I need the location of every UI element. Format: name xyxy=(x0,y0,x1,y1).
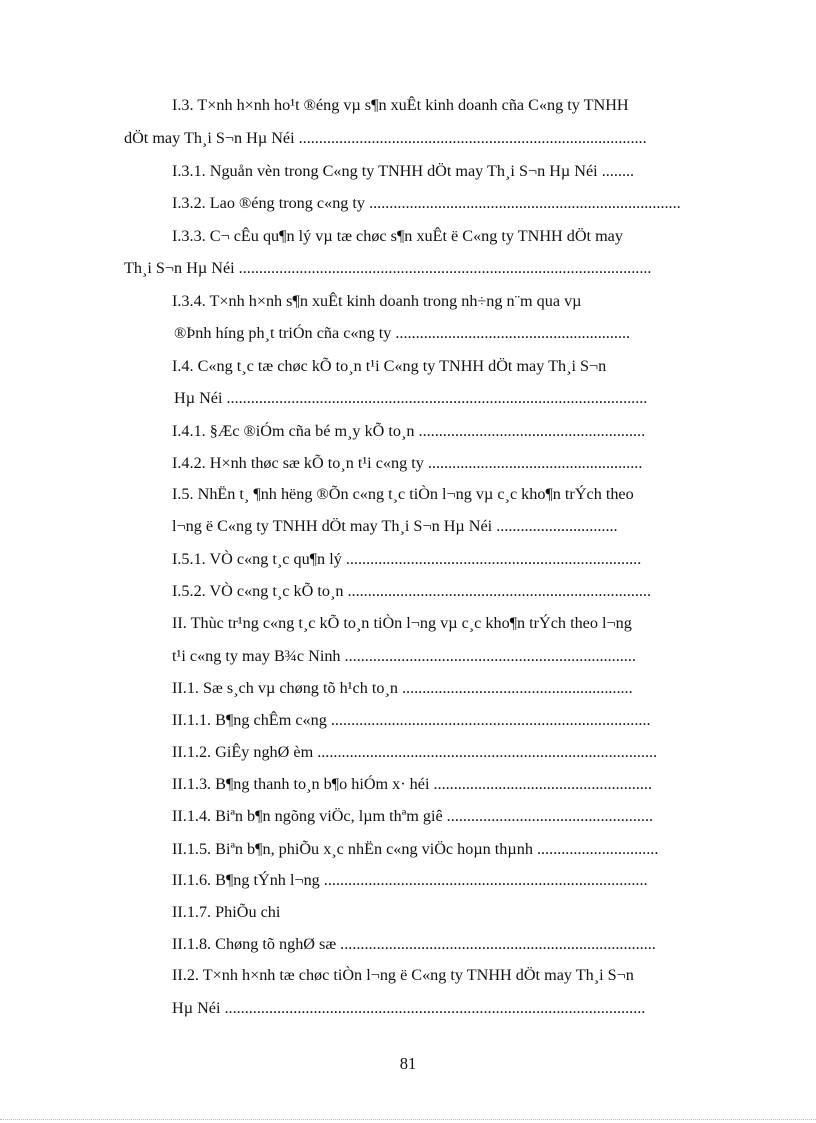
toc-line: II.1.1. B¶ng chÊm c«ng ............................................................................... xyxy=(172,711,651,729)
toc-line: II.1.6. B¶ng tÝnh l¬ng ................................................................................ xyxy=(172,871,648,889)
toc-line: t¹i c«ng ty may B¾c Ninh ........................................................................ xyxy=(172,647,636,665)
toc-line: I.5. NhËn t¸ ¶nh hëng ®Õn c«ng t¸c tiÒn l¬ng vµ c¸c kho¶n trÝch theo xyxy=(172,485,634,503)
toc-line: II.1.3. B¶ng thanh to¸n b¶o hiÓm x· héi ...................................................... xyxy=(172,775,653,793)
toc-line: II.1. Sæ s¸ch vµ chøng tõ h¹ch to¸n ......................................................... xyxy=(172,679,633,697)
page-bottom-divider xyxy=(0,1119,816,1120)
toc-line: I.4.1. §Æc ®iÓm cña bé m¸y kÕ to¸n ........................................................ xyxy=(172,422,646,440)
toc-line: II. Thùc tr¹ng c«ng t¸c kÕ to¸n tiÒn l¬ng vµ c¸c kho¶n trÝch theo l¬ng xyxy=(172,614,632,632)
toc-line: II.1.4. Biªn b¶n ngõng viÖc, lµm thªm giê ................................................... xyxy=(172,807,654,825)
toc-line: dÖt may Th¸i S¬n Hµ Néi ...................................................................................... xyxy=(124,129,647,147)
toc-line: I.3.2. Lao ®éng trong c«ng ty ............................................................................. xyxy=(172,194,681,212)
toc-line: II.1.7. PhiÕu chi xyxy=(172,903,281,921)
toc-line: I.3.1. Nguån vèn trong C«ng ty TNHH dÖt may Th¸i S¬n Hµ Néi ........ xyxy=(172,162,635,180)
toc-line: I.5.2. VÒ c«ng t¸c kÕ to¸n ........................................................................... xyxy=(172,582,652,600)
toc-line: Hµ Néi ........................................................................................................ xyxy=(174,389,648,407)
toc-line: II.1.8. Chøng tõ nghØ sæ .............................................................................. xyxy=(172,935,656,953)
toc-line: I.3. T×nh h×nh ho¹t ®éng vµ s¶n xuÊt kinh doanh cña C«ng ty TNHH xyxy=(172,96,629,114)
toc-line: I.5.1. VÒ c«ng t¸c qu¶n lý ......................................................................... xyxy=(172,550,642,568)
toc-line: I.4. C«ng t¸c tæ chøc kÕ to¸n t¹i C«ng ty TNHH dÖt may Th¸i S¬n xyxy=(172,357,607,375)
toc-line: Th¸i S¬n Hµ Néi ...................................................................................................... xyxy=(124,259,652,277)
toc-line: I.3.3. C¬ cÊu qu¶n lý vµ tæ chøc s¶n xuÊt ë C«ng ty TNHH dÖt may xyxy=(172,227,623,245)
toc-line: l¬ng ë C«ng ty TNHH dÖt may Th¸i S¬n Hµ Néi .............................. xyxy=(172,517,618,535)
toc-line: ®Þnh híng ph¸t triÓn cña c«ng ty .......................................................... xyxy=(174,324,631,342)
page-number: 81 xyxy=(399,1054,417,1073)
toc-line: II.2. T×nh h×nh tæ chøc tiÒn l¬ng ë C«ng ty TNHH dÖt may Th¸i S¬n xyxy=(172,966,634,984)
toc-line: I.3.4. T×nh h×nh s¶n xuÊt kinh doanh trong nh÷ng n¨m qua vµ xyxy=(172,292,582,310)
toc-line: II.1.5. Biªn b¶n, phiÕu x¸c nhËn c«ng viÖc hoµn thµnh .............................. xyxy=(172,840,659,858)
toc-line: II.1.2. GiÊy nghØ èm .................................................................................... xyxy=(172,743,658,761)
toc-line: I.4.2. H×nh thøc sæ kÕ to¸n t¹i c«ng ty ..................................................... xyxy=(172,454,643,472)
toc-line: Hµ Néi ........................................................................................................ xyxy=(172,999,646,1017)
